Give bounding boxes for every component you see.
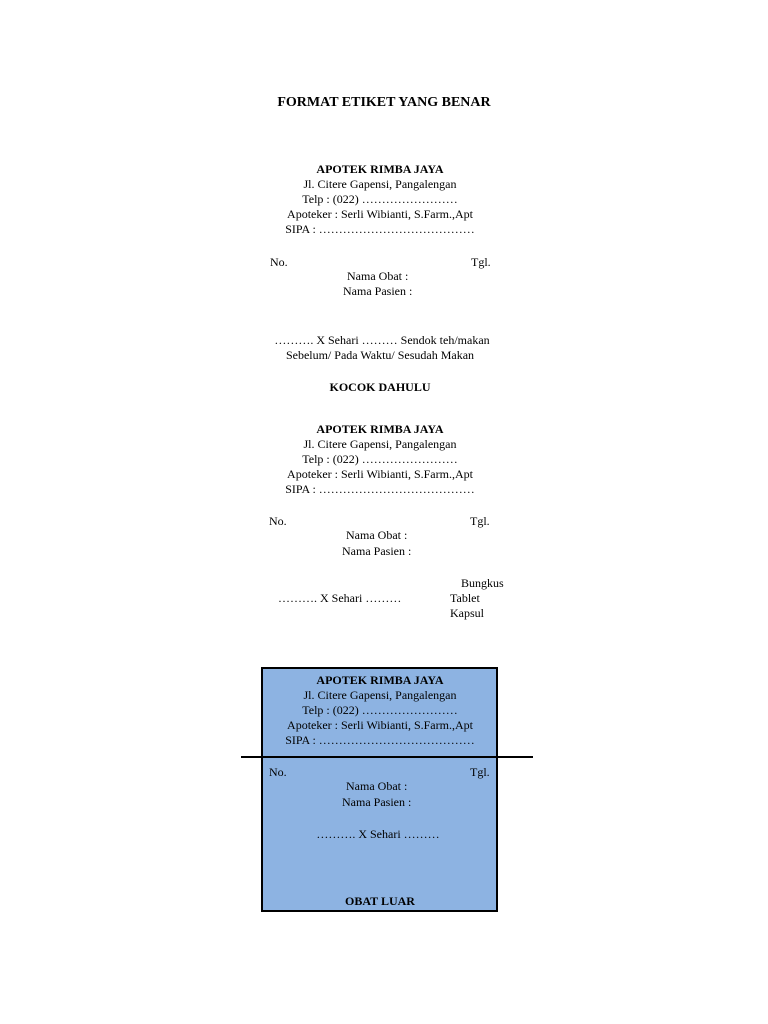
apotek-name: APOTEK RIMBA JAYA	[316, 673, 444, 687]
nama-obat-label: Nama Obat :	[346, 528, 408, 542]
apoteker-name: Apoteker : Serli Wibianti, S.Farm.,Apt	[287, 718, 473, 732]
timing-line: Sebelum/ Pada Waktu/ Sesudah Makan	[285, 348, 475, 362]
dosage-line: ………. X Sehari ……… Sendok teh/makan	[274, 333, 490, 347]
page-title: FORMAT ETIKET YANG BENAR	[277, 95, 491, 110]
tgl-label: Tgl.	[470, 765, 490, 779]
sipa-number: SIPA : …………………………………	[285, 733, 475, 747]
apoteker-name: Apoteker : Serli Wibianti, S.Farm.,Apt	[287, 207, 473, 221]
form-kapsul: Kapsul	[450, 606, 484, 620]
no-label: No.	[269, 765, 287, 779]
dosage-line: ………. X Sehari ………	[278, 591, 402, 605]
nama-obat-label: Nama Obat :	[346, 779, 408, 793]
sipa-number: SIPA : …………………………………	[285, 482, 475, 496]
apotek-phone: Telp : (022) ……………………	[302, 452, 458, 466]
nama-obat-label: Nama Obat :	[347, 269, 409, 283]
tgl-label: Tgl.	[470, 514, 490, 528]
apotek-name: APOTEK RIMBA JAYA	[316, 422, 444, 436]
obat-luar-note: OBAT LUAR	[345, 894, 415, 908]
form-tablet: Tablet	[450, 591, 480, 605]
apotek-address: Jl. Citere Gapensi, Pangalengan	[303, 177, 457, 191]
dosage-line: ………. X Sehari ………	[316, 827, 440, 841]
apotek-address: Jl. Citere Gapensi, Pangalengan	[303, 688, 457, 702]
nama-pasien-label: Nama Pasien :	[342, 795, 412, 809]
no-label: No.	[269, 514, 287, 528]
no-label: No.	[270, 255, 288, 269]
tgl-label: Tgl.	[471, 255, 491, 269]
cut-line	[241, 756, 533, 758]
apoteker-name: Apoteker : Serli Wibianti, S.Farm.,Apt	[287, 467, 473, 481]
nama-pasien-label: Nama Pasien :	[342, 544, 412, 558]
apotek-address: Jl. Citere Gapensi, Pangalengan	[303, 437, 457, 451]
apotek-phone: Telp : (022) ……………………	[302, 703, 458, 717]
kocok-dahulu-note: KOCOK DAHULU	[329, 380, 431, 394]
sipa-number: SIPA : …………………………………	[285, 222, 475, 236]
apotek-name: APOTEK RIMBA JAYA	[316, 162, 444, 176]
nama-pasien-label: Nama Pasien :	[343, 284, 413, 298]
form-bungkus: Bungkus	[461, 576, 504, 590]
apotek-phone: Telp : (022) ……………………	[302, 192, 458, 206]
